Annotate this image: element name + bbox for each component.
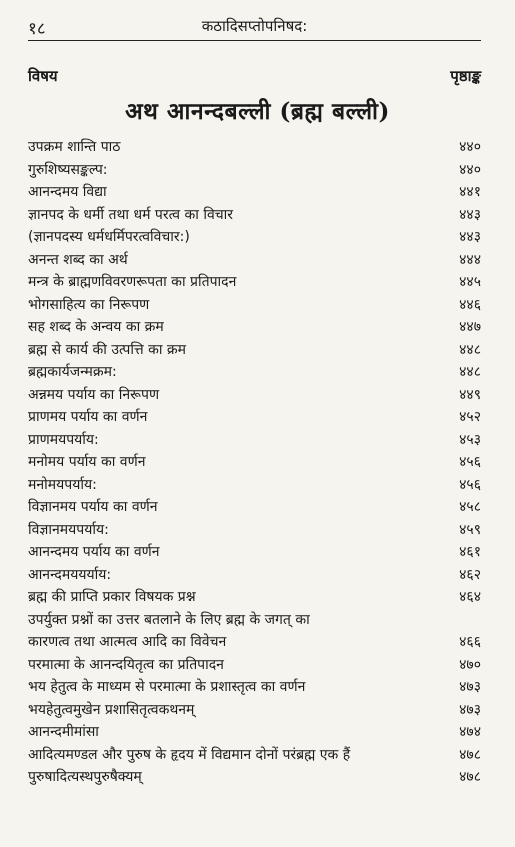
toc-entry-title: आदित्यमण्डल और पुरुष के हृदय में विद्यमान दोनों परंब्रह्म एक हैं — [28, 746, 351, 763]
toc-entry — [28, 609, 481, 632]
toc-entry — [28, 451, 481, 474]
toc-entry — [28, 721, 481, 744]
toc-entry-page: ४७३ — [459, 679, 481, 695]
toc-entry-title: (ज्ञानपदस्य धर्मधर्मिपरत्वविचार:) — [28, 229, 190, 245]
toc-entry — [28, 204, 481, 227]
toc-entry-title: उपक्रम शान्ति पाठ — [28, 139, 121, 155]
toc-entry-title: मनोमयपर्याय: — [28, 476, 97, 493]
toc-entry — [28, 249, 481, 272]
toc-entry — [28, 564, 481, 587]
toc-entry-title: अन्नमय पर्याय का निरूपण — [28, 386, 160, 403]
toc-entry — [28, 429, 481, 452]
toc-entry-title: आनन्दमय पर्याय का वर्णन — [28, 544, 160, 560]
toc-entry — [28, 361, 481, 384]
toc-entry-page: ४७० — [459, 656, 481, 673]
toc-entry-page: ४६६ — [459, 634, 481, 650]
toc-entry — [28, 294, 481, 317]
section-title: अथ आनन्दबल्ली (ब्रह्म बल्ली) — [125, 98, 390, 125]
toc-entry-title: मन्त्र के ब्राह्मणविवरणरूपता का प्रतिपादन — [28, 274, 237, 290]
toc-entry — [28, 181, 481, 204]
toc-entry-title: परमात्मा के आनन्दयितृत्व का प्रतिपादन — [28, 656, 224, 673]
toc-entry-page: ४५९ — [459, 521, 481, 538]
toc-entry-page: ४५२ — [459, 409, 481, 425]
toc-entry-title: ब्रह्म की प्राप्ति प्रकार विषयक प्रश्न — [28, 589, 196, 605]
toc-entry — [28, 136, 481, 159]
toc-entry-title: ज्ञानपद के धर्मी तथा धर्म परत्व का विचार — [28, 206, 234, 223]
toc-entry — [28, 519, 481, 542]
toc-entry-page: ४५३ — [459, 431, 481, 448]
toc-entry — [28, 631, 481, 654]
toc-entry-page: ४७८ — [459, 746, 481, 763]
toc-entry-title: भय हेतुत्व के माध्यम से परमात्मा के प्रशास्तृत्व का वर्णन — [28, 679, 306, 695]
toc-entry-title: सह शब्द के अन्वय का क्रम — [28, 319, 164, 335]
toc-entry — [28, 406, 481, 429]
toc-entry-title: ब्रह्म से कार्य की उत्पत्ति का क्रम — [28, 341, 187, 358]
toc-entry — [28, 586, 481, 609]
page-number: १८ — [28, 19, 46, 39]
toc-entry-page: ४७८ — [459, 769, 481, 785]
running-title: कठादिसप्तोपनिषद: — [201, 17, 308, 35]
toc-entry — [28, 339, 481, 362]
toc-entry-page: ४५६ — [459, 476, 481, 493]
toc-entry-title: आनन्दमययर्याय: — [28, 566, 112, 583]
toc-entry-page: ४४८ — [459, 364, 481, 380]
toc-entry-page: ४४१ — [459, 184, 481, 200]
page-column-header: पृष्ठाङ्क — [450, 67, 481, 85]
toc-entry — [28, 474, 481, 497]
toc-entry — [28, 699, 481, 722]
toc-entry-title: प्राणमय पर्याय का वर्णन — [28, 409, 148, 425]
toc-entry — [28, 496, 481, 519]
toc-entry-title: कारणत्व तथा आत्मत्व आदि का विवेचन — [28, 634, 227, 650]
toc-entry-page: ४४० — [459, 161, 481, 178]
toc-entry-page: ४४५ — [459, 274, 481, 290]
subject-column-header: विषय — [28, 67, 58, 85]
toc-entry — [28, 744, 481, 767]
toc-entry — [28, 654, 481, 677]
toc-entry — [28, 159, 481, 182]
toc-entry-title: उपर्युक्त प्रश्नों का उत्तर बतलाने के लिए ब्रह्म के जगत् का — [28, 611, 310, 628]
toc-entry-page: ४४३ — [459, 229, 481, 245]
table-of-contents — [28, 136, 481, 789]
toc-entry — [28, 766, 481, 789]
toc-entry-page: ४६२ — [459, 566, 481, 583]
toc-entry-page: ४४६ — [459, 296, 481, 313]
toc-entry-title: भयहेतुत्वमुखेन प्रशासितृत्वकथनम् — [28, 701, 195, 718]
toc-entry-page: ४४७ — [459, 319, 481, 335]
toc-entry-page: ४५८ — [459, 499, 481, 515]
column-headers — [28, 66, 481, 90]
toc-entry-title: अनन्त शब्द का अर्थ — [28, 251, 128, 268]
toc-entry-page: ४४९ — [459, 386, 481, 403]
toc-entry-title: ब्रह्मकार्यजन्मक्रम: — [28, 364, 117, 380]
toc-entry — [28, 271, 481, 294]
toc-entry — [28, 541, 481, 564]
toc-entry — [28, 384, 481, 407]
toc-entry — [28, 226, 481, 249]
toc-entry-page: ४५६ — [459, 454, 481, 470]
toc-entry-page: ४७३ — [459, 701, 481, 718]
toc-entry-title: आनन्दमीमांसा — [28, 724, 99, 740]
toc-entry-page: ४६४ — [459, 589, 481, 605]
toc-entry-title: भोगसाहित्य का निरूपण — [28, 296, 150, 313]
toc-entry-title: विज्ञानमयपर्याय: — [28, 521, 109, 538]
toc-entry-title: विज्ञानमय पर्याय का वर्णन — [28, 499, 158, 515]
toc-entry-page: ४६१ — [459, 544, 481, 560]
toc-entry-page: ४४३ — [459, 206, 481, 223]
toc-entry-title: पुरुषादित्यस्थपुरुषैक्यम् — [28, 769, 142, 785]
toc-entry-title: आनन्दमय विद्या — [28, 184, 107, 200]
toc-entry-page: ४७४ — [459, 724, 481, 740]
toc-entry-page: ४४८ — [459, 341, 481, 358]
toc-entry — [28, 316, 481, 339]
page-header — [28, 14, 481, 41]
toc-entry — [28, 676, 481, 699]
toc-entry-page: ४४० — [459, 139, 481, 155]
toc-entry-title: मनोमय पर्याय का वर्णन — [28, 454, 146, 470]
toc-entry-title: प्राणमयपर्याय: — [28, 431, 99, 448]
toc-entry-title: गुरुशिष्यसङ्कल्प: — [28, 161, 108, 178]
toc-entry-page: ४४४ — [459, 251, 481, 268]
